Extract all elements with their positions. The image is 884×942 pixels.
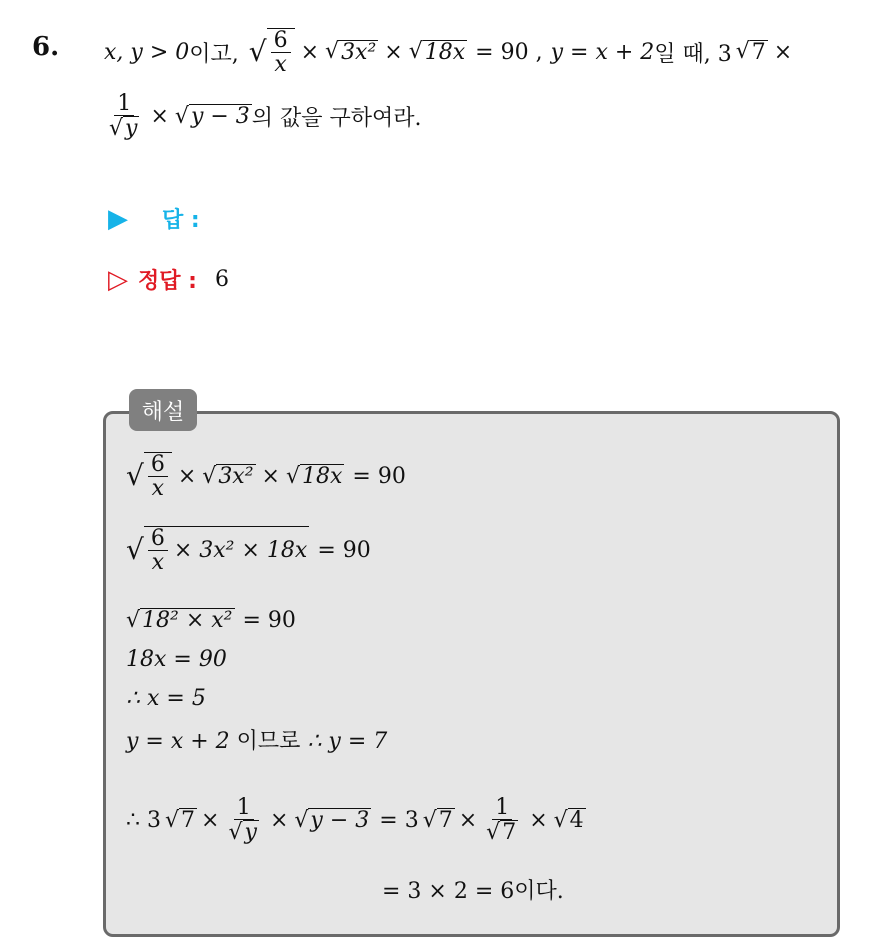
sqrt-term: 7	[751, 39, 766, 65]
answer-label: 답 :	[162, 208, 200, 233]
sqrt-frac	[144, 452, 172, 500]
sqrt-term: 3x²	[341, 39, 377, 65]
sqrt-term: 4	[569, 808, 584, 834]
solution-line-4: 18x = 90	[126, 647, 227, 672]
solution-line-7: ∴ 3 √ 7 × $\frac{1}{√y}$ × √ y − 3 = 3 √ 7 × $\frac{1}{√7}$ × √ 4	[126, 795, 584, 846]
fraction	[225, 796, 261, 845]
conclusion: ∴ y = 7	[307, 729, 388, 754]
outline-play-marker-icon: ▷	[108, 264, 128, 295]
sqrt-term: 3x²	[218, 463, 254, 489]
fraction-denominator: x	[274, 52, 287, 78]
sqrt-term: y	[125, 116, 138, 142]
sqrt-term: y − 3	[310, 808, 370, 834]
solution-line-3: √ 18² × x² = 90	[126, 608, 296, 634]
solution-line-2	[126, 526, 371, 574]
times-symbol: ×	[269, 808, 289, 834]
sqrt-term: y	[244, 820, 257, 846]
condition-suffix: 이고,	[189, 41, 239, 67]
times-symbol: ×	[529, 808, 548, 834]
question-line-2	[104, 92, 422, 141]
sqrt-frac	[267, 28, 295, 76]
solution-line-8	[382, 874, 564, 905]
fraction-denominator: x	[151, 550, 165, 576]
fraction-numerator: 1	[234, 796, 254, 820]
condition-text: x, y > 0	[104, 39, 190, 65]
fraction-denominator: √7	[486, 820, 517, 846]
sqrt-term: y − 3	[190, 104, 250, 130]
question-number: 6.	[32, 32, 60, 62]
sqrt-term: 7	[181, 808, 196, 834]
solution-line-6	[126, 724, 387, 755]
times-symbol: ×	[773, 39, 793, 65]
correct-answer-label: 정답 :	[138, 269, 197, 294]
sqrt-expression	[144, 526, 309, 574]
result-expression: = 3 × 2 = 6	[382, 879, 515, 904]
times-symbol: ×	[201, 808, 220, 834]
sqrt-term: 7	[438, 808, 453, 834]
question-line-1	[104, 28, 792, 76]
equals-value: = 90 ,	[475, 39, 543, 65]
fraction	[148, 527, 168, 574]
sqrt-term: 7	[502, 820, 517, 846]
fraction-numerator: 6	[271, 29, 291, 53]
equals-value: = 90	[352, 463, 406, 489]
fraction-numerator: 1	[114, 92, 134, 116]
times-symbol: ×	[177, 463, 197, 489]
times-symbol: ×	[384, 39, 403, 65]
radical-sign: √	[408, 39, 423, 65]
correct-answer-value: 6	[214, 267, 229, 292]
connector-text: 이므로	[229, 729, 308, 754]
fraction	[148, 453, 168, 500]
equals-value: = 90	[242, 608, 296, 634]
given-suffix: 일 때, 3	[654, 41, 732, 67]
times-symbol: ×	[261, 463, 280, 489]
equals-value: = 3	[379, 808, 419, 834]
fraction	[106, 92, 142, 141]
correct-answer-row	[108, 264, 229, 295]
radical-sign: √	[325, 39, 340, 65]
times-symbol: ×	[300, 39, 320, 65]
solution-line-5: ∴ x = 5	[126, 686, 206, 711]
radical-sign: √	[126, 459, 144, 493]
solution-tab: 해설	[129, 389, 197, 431]
radical-sign: √	[735, 39, 750, 65]
fraction-denominator: x	[151, 476, 165, 502]
times-symbol: ×	[150, 104, 169, 130]
sqrt-term: 18x	[424, 39, 466, 65]
fraction	[271, 29, 291, 76]
fraction-denominator: √y	[228, 820, 257, 846]
sqrt-inner: × 3x² × 18x	[173, 537, 308, 563]
fraction-denominator: √y	[109, 116, 138, 142]
solution-line-1: √ $\frac{6}{x}$ × √ 3x² × √ 18x = 90	[126, 452, 406, 502]
radical-sign: √	[248, 35, 267, 69]
times-symbol: ×	[458, 808, 478, 834]
answer-row	[108, 203, 200, 234]
fraction-numerator: 6	[148, 453, 168, 477]
given-equation: y = x + 2	[550, 39, 655, 65]
sqrt-term: 18x	[302, 463, 343, 489]
therefore-prefix: ∴ 3	[126, 808, 161, 834]
sqrt-term: 18² × x²	[142, 608, 233, 633]
play-marker-icon: ▶	[108, 203, 128, 234]
fraction	[483, 796, 521, 845]
radical-sign: √	[174, 103, 189, 129]
given-equation: y = x + 2	[126, 729, 230, 754]
fraction-numerator: 6	[148, 527, 168, 551]
fraction-numerator: 1	[492, 796, 512, 820]
equals-value: = 90	[317, 537, 371, 563]
radical-sign: √	[126, 533, 144, 567]
question-suffix: 의 값을 구하여라.	[251, 106, 422, 132]
result-suffix: 이다.	[514, 879, 564, 904]
